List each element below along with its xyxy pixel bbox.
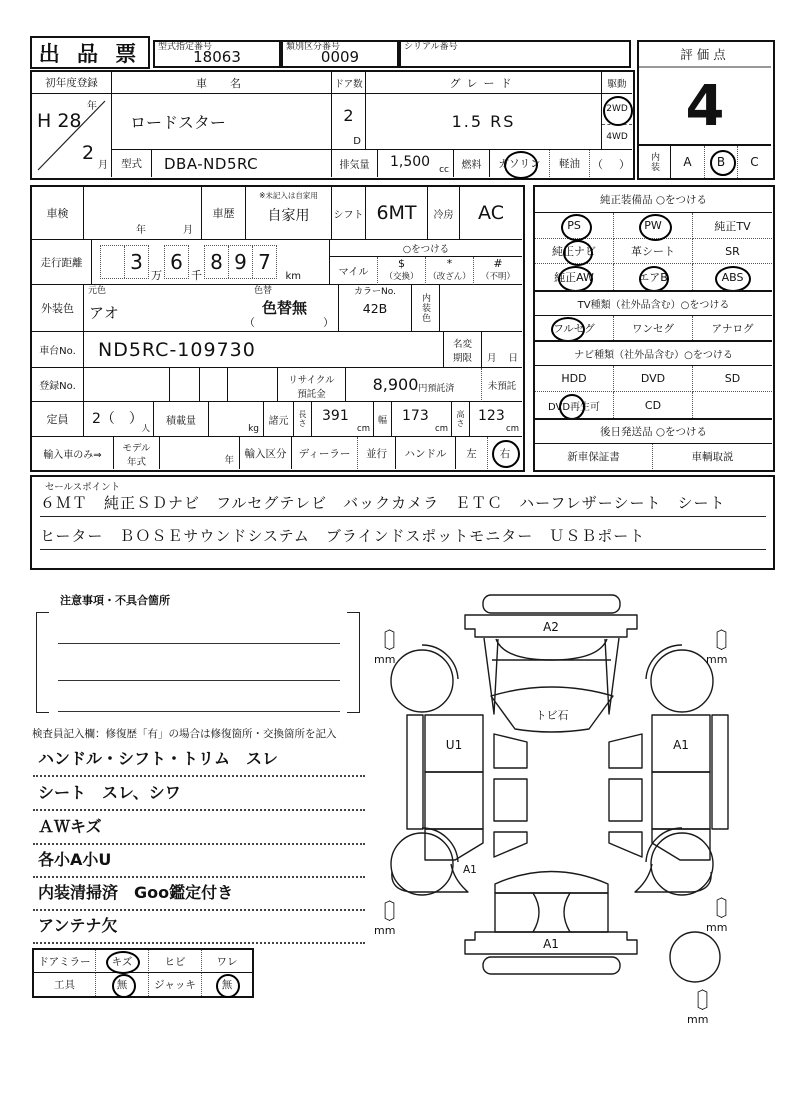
class-number-label: 類別区分番号 (286, 42, 341, 52)
color-change-value: 色替無 (262, 299, 308, 317)
color-change-paren-close: ） (323, 316, 334, 329)
rear-right-haunch (635, 864, 711, 892)
rear-panel-grade: A1 (543, 937, 559, 951)
odometer-digit: 9 (228, 246, 252, 278)
left-inner-upper (494, 734, 527, 768)
spec-width-label: 幅 (374, 402, 392, 437)
mm-unit: mm (706, 653, 728, 666)
equipment-navi-label: 純正ナビ (552, 245, 596, 258)
handle-label: ハンドル (396, 437, 456, 469)
fuel-diesel-cell: 軽油 (550, 150, 590, 177)
model-year-label-1: モデル (122, 443, 151, 454)
model-code-label: 型式 (112, 150, 152, 177)
jack-none-cell (202, 973, 252, 996)
shaken-date-cell (84, 187, 202, 240)
odometer-swap-symbol: $ (398, 257, 405, 270)
name-change-label-cell (444, 332, 482, 368)
door-mirror-label: ドアミラー (34, 950, 96, 973)
equipment-item-leather: 革シート (614, 239, 693, 264)
door-mirror-break: ワレ (202, 950, 252, 973)
history-value: 自家用 (267, 208, 310, 224)
reg-no-cell-4 (228, 368, 278, 402)
displacement-label: 排気量 (332, 150, 378, 177)
name-change-day: 日 (508, 353, 518, 364)
inspector-item-1: ハンドル・シフト・トリム スレ (33, 746, 365, 777)
model-year-unit: 年 (224, 455, 234, 466)
handle-left: 左 (456, 437, 488, 469)
shipping-header: 後日発送品 ○をつける (535, 418, 772, 444)
capacity-cell (84, 402, 154, 437)
left-door-panel (425, 772, 483, 829)
displacement-value: 1,500 (390, 154, 431, 170)
odometer-unknown-label: （不明） (480, 272, 515, 283)
interior-label: 内装 (649, 152, 659, 172)
model-year-label-2: 年式 (126, 457, 146, 468)
tv-type-analog: アナログ (711, 322, 754, 335)
int-color-value-cell (440, 285, 522, 332)
odometer-group-sen (164, 245, 189, 279)
right-a-pillar (605, 638, 619, 714)
equipment-airbag-label: エアB (638, 271, 668, 284)
chassis-value: ND5RC-109730 (98, 338, 256, 361)
ext-color-label: 外装色 (32, 285, 84, 332)
import-class-label: 輸入区分 (240, 437, 292, 469)
recycle-label-cell (278, 368, 346, 402)
right-door-panel (652, 772, 710, 829)
odometer-group-man (100, 245, 149, 279)
rating-label: 評価点 (680, 47, 730, 62)
odometer-tamper-label: （改ざん） (428, 272, 471, 283)
model-designation-value: 18063 (193, 48, 241, 66)
int-color-label-cell (412, 285, 440, 332)
navi-sd: SD (693, 366, 772, 392)
odometer-digit: 7 (252, 246, 276, 278)
spec-width-unit: cm (435, 424, 448, 434)
inspector-heading: 検査員記入欄：修復歴「有」の場合は修復箇所・交換箇所を記入 (32, 728, 337, 740)
trunk-lid (495, 893, 608, 932)
recycle-deposit-suffix: 円預託済 (418, 383, 455, 394)
interior-grade-b-label: B (716, 155, 726, 169)
spec-height-value: 123 (478, 408, 505, 424)
spec-width-cell (392, 402, 452, 437)
name-change-month: 月 (487, 353, 497, 364)
door-mirror-scratch-cell (96, 950, 149, 973)
tools-label: 工具 (34, 973, 96, 996)
mm-unit: mm (374, 924, 396, 937)
navi-dvd-playable (535, 392, 614, 418)
navi-dvd-playable-label: DVD再生可 (547, 401, 601, 413)
odometer-tamper-cell (426, 257, 474, 285)
name-change-date-cell (482, 332, 522, 368)
history-note: ※未記入は自家用 (259, 191, 318, 200)
odometer-sen-suffix: 千 (191, 269, 202, 282)
notes-line-3 (58, 684, 340, 712)
shaken-year-suffix: 年 (136, 225, 146, 236)
odometer-swap-cell (378, 257, 426, 285)
notes-line-2 (58, 648, 340, 681)
left-inner-lower (494, 832, 527, 857)
spec-length-cell (312, 402, 374, 437)
right-inner-lower (609, 832, 642, 857)
odometer-unknown-symbol: # (493, 257, 503, 270)
first-reg-cell (32, 94, 112, 177)
interior-grade-b (704, 146, 738, 178)
first-reg-era: H 28 (37, 110, 82, 132)
bracket-glyph: 〔 (701, 897, 724, 922)
interior-grade-row (639, 144, 771, 176)
spec-length-unit: cm (357, 424, 370, 434)
color-change-label: 色替 (254, 286, 273, 296)
int-color-label: 内装色 (420, 293, 430, 323)
car-name-header: 車 名 (112, 72, 332, 94)
shaken-month-suffix: 月 (183, 225, 193, 236)
drive-4wd-cell: 4WD (602, 125, 632, 150)
spec-height-label-cell (452, 402, 470, 437)
notes-line-1 (58, 612, 340, 644)
color-no-label: カラーNo. (354, 287, 396, 297)
name-change-label-1: 名変 (452, 339, 472, 350)
right-sill (712, 715, 728, 829)
rear-left-wheel (391, 833, 453, 895)
model-designation-box (153, 40, 281, 68)
doors-value: 2 (343, 106, 354, 125)
serial-number-box (399, 40, 631, 68)
windshield-note: トビ石 (535, 709, 569, 722)
door-mirror-crack: ヒビ (149, 950, 202, 973)
odometer-unknown-cell (474, 257, 522, 285)
inspector-item-6: アンテナ欠 (33, 913, 365, 944)
door-mirror-scratch-label: キズ (111, 955, 133, 968)
odometer-group-ones (204, 245, 277, 279)
odometer-swap-label: （交換） (384, 272, 419, 283)
fuel-other-open: （ (592, 158, 603, 171)
spec-length-label-cell (294, 402, 312, 437)
bracket-glyph: 〔 (369, 900, 392, 925)
rear-left-haunch (392, 864, 468, 892)
interior-grade-a: A (683, 155, 692, 169)
load-cell (209, 402, 264, 437)
model-year-label-cell (114, 437, 160, 469)
name-change-label-2: 期限 (452, 353, 472, 364)
shaken-label: 車検 (32, 187, 84, 240)
right-fender-grade: A1 (673, 738, 689, 752)
model-designation-label: 型式指定番号 (158, 42, 213, 52)
mm-unit: mm (706, 921, 728, 934)
spec-height-cell (470, 402, 522, 437)
front-bumper (483, 595, 620, 613)
bracket-glyph: 〕 (388, 629, 411, 654)
rear-right-wheel (651, 833, 713, 895)
odometer-tamper-symbol: * (446, 257, 453, 270)
rating-panel (637, 40, 775, 180)
spec-height-label: 高さ (456, 410, 465, 428)
trunk-detail-left (533, 893, 539, 932)
odometer-digit: 6 (170, 250, 183, 274)
equipment-panel (533, 185, 775, 472)
tools-table (32, 948, 254, 998)
rear-wheel-grade: A1 (463, 864, 477, 876)
sales-points-box (30, 475, 775, 570)
front-left-wheel (391, 650, 453, 712)
right-inner-upper (609, 734, 642, 768)
color-no-value: 42B (362, 300, 388, 316)
tv-type-oneseg: ワンセグ (614, 316, 693, 340)
trunk-detail-right (564, 893, 570, 932)
sales-points-line1: ６ＭＴ 純正ＳＤナビ フルセグテレビ バックカメラ ＥＴＣ ハーフレザーシート シート (40, 492, 766, 517)
odometer-mile-cell: マイル (330, 257, 378, 285)
inspector-item-3: ＡＷキズ (33, 814, 365, 845)
capacity-value: 2（ ） (92, 411, 143, 427)
drive-header: 駆動 (602, 72, 632, 94)
fuel-other-cell (590, 150, 632, 177)
shift-label: シフト (332, 187, 366, 240)
sheet-title: 出 品 票 (38, 41, 142, 66)
jack-label: ジャッキ (149, 973, 202, 996)
sales-points-label: セールスポイント (45, 482, 121, 493)
front-panel-grade: A2 (543, 620, 559, 634)
sales-points-line2: ヒーター ＢＯＳＥサウンドシステム ブラインドスポットモニター ＵＳＢポート (40, 525, 766, 550)
tools-none-cell (96, 973, 149, 996)
spec-length-value: 391 (322, 408, 349, 424)
navi-dvd: DVD (614, 366, 693, 392)
tools-none-label: 無 (116, 979, 128, 991)
equipment-pw-label: PW (644, 219, 662, 232)
model-code-cell (152, 150, 332, 177)
recycle-deposit-value: 8,900 (372, 375, 419, 394)
bracket-glyph: 〕 (388, 900, 411, 925)
car-outline (391, 595, 728, 982)
notes-label: 注意事項・不具合箇所 (60, 594, 170, 607)
chassis-label: 車台No. (32, 332, 84, 368)
first-reg-year-suffix: 年 (87, 101, 97, 112)
rear-bumper (483, 957, 620, 974)
shipping-manual: 車輌取説 (691, 451, 734, 463)
spec-length-label: 長さ (298, 410, 307, 428)
navi-type-header: ナビ種類（社外品含む）○をつける (535, 340, 772, 366)
equipment-item-sr: SR (693, 239, 772, 264)
model-year-cell (160, 437, 240, 469)
left-inner-mid (494, 779, 527, 821)
hood-curve (496, 639, 607, 660)
fuel-label: 燃料 (454, 150, 490, 177)
bracket-glyph: 〔 (701, 629, 724, 654)
car-name-cell (112, 94, 332, 150)
vehicle-detail-table (30, 185, 525, 472)
spec-width-value: 173 (402, 408, 429, 424)
fuel-gasoline-label: ガソリン (498, 158, 541, 170)
spec-label: 諸元 (264, 402, 294, 437)
odometer-digit: 8 (210, 250, 223, 274)
left-fender-grade: U1 (445, 738, 463, 752)
navi-cd: CD (614, 392, 693, 418)
tv-type-fullseg (535, 316, 614, 340)
mm-unit: mm (374, 653, 396, 666)
rating-score-cell (639, 68, 771, 144)
equipment-abs-label: ABS (721, 270, 744, 284)
equipment-item-tv: 純正TV (693, 213, 772, 239)
serial-number-label: シリアル番号 (404, 42, 458, 52)
rating-score: 4 (685, 73, 725, 139)
shift-value: 6MT (366, 187, 428, 240)
ac-label: 冷房 (428, 187, 460, 240)
navi-blank (693, 392, 772, 418)
equipment-item-navi (535, 239, 614, 264)
inspector-item-5: 内装清掃済 Goo鑑定付き (33, 880, 365, 911)
spare-tire (670, 932, 720, 982)
import-parallel: 並行 (358, 437, 396, 469)
navi-hdd: HDD (535, 366, 614, 392)
orig-color-value: アオ (89, 304, 119, 322)
odometer-cell (92, 240, 330, 285)
equipment-item-abs (693, 264, 772, 290)
equipment-item-aw (535, 264, 614, 290)
color-no-cell (339, 285, 412, 332)
bracket-glyph: 〔 (369, 629, 392, 654)
equipment-header: 純正装備品 ○をつける (535, 187, 772, 213)
fuel-other-close: ） (619, 158, 630, 171)
shipping-warranty: 新車保証書 (535, 444, 653, 469)
inspector-item-2: シート スレ、シワ (33, 780, 365, 811)
right-inner-mid (609, 779, 642, 821)
car-name: ロードスター (130, 113, 226, 132)
jack-none-label: 無 (221, 979, 233, 991)
recycle-deposit-cell (346, 368, 482, 402)
odometer-unit: km (285, 271, 301, 282)
first-reg-month: 2 (82, 142, 95, 164)
displacement-unit: cc (439, 165, 449, 175)
grade-header: グレード (366, 72, 602, 94)
drive-2wd-cell (602, 94, 632, 125)
capacity-label: 定員 (32, 402, 84, 437)
orig-color-label: 元色 (88, 286, 107, 296)
history-cell (246, 187, 332, 240)
notes-bracket-left (36, 612, 49, 713)
interior-label-cell (639, 146, 671, 178)
front-right-wheel (651, 650, 713, 712)
model-code-value: DBA-ND5RC (164, 154, 259, 173)
doors-unit: D (353, 136, 361, 147)
reg-no-cell-1 (84, 368, 170, 402)
doors-cell (332, 94, 366, 150)
capacity-unit: 人 (141, 424, 150, 434)
reg-no-label: 登録No. (32, 368, 84, 402)
bracket-glyph: 〕 (701, 989, 724, 1014)
recycle-label-1: リサイクル (288, 375, 335, 386)
mm-unit: mm (687, 1013, 709, 1026)
equipment-aw-label: 純正AW (554, 271, 594, 284)
handle-right-cell (488, 437, 522, 469)
odometer-digit (101, 246, 124, 278)
drive-2wd-label: 2WD (606, 104, 628, 114)
bracket-glyph: 〕 (720, 629, 743, 654)
doors-header: ドア数 (332, 72, 366, 94)
odometer-check-header: ○をつける (330, 240, 522, 257)
handle-right-label: 右 (499, 447, 511, 460)
interior-grade-c: C (750, 155, 759, 169)
equipment-ps-label: PS (567, 219, 581, 232)
recycle-label-2: 預託金 (297, 389, 326, 400)
sheet-title-box (30, 36, 150, 69)
chassis-cell (84, 332, 444, 368)
fuel-gasoline-cell (490, 150, 550, 177)
equipment-item-pw (614, 213, 693, 239)
left-quarter-panel (425, 829, 483, 860)
ext-color-cell (84, 285, 339, 332)
bracket-glyph: 〕 (720, 897, 743, 922)
spec-height-unit: cm (506, 424, 519, 434)
grade-cell: 1.5 RS (366, 94, 602, 150)
displacement-cell (378, 150, 454, 177)
odometer-man-suffix: 万 (151, 269, 162, 282)
rear-window (495, 872, 608, 894)
history-label: 車歴 (202, 187, 246, 240)
equipment-item-airbag (614, 264, 693, 290)
reg-no-cell-3 (200, 368, 228, 402)
import-only-label: 輸入車のみ⇒ (32, 437, 114, 469)
first-reg-month-suffix: 月 (98, 160, 108, 171)
inspector-item-4: 各小A小U (33, 847, 365, 878)
tv-type-header: TV種類（社外品含む）○をつける (535, 290, 772, 316)
first-reg-header: 初年度登録 (32, 72, 112, 94)
load-unit: kg (248, 424, 259, 434)
ac-value: AC (460, 187, 522, 240)
mileage-label: 走行距離 (32, 240, 92, 285)
tv-fullseg-label: フルセグ (553, 322, 595, 335)
car-damage-diagram (355, 582, 780, 1077)
reg-no-cell-2 (170, 368, 200, 402)
rating-header (639, 42, 771, 68)
odometer-digit: 3 (124, 246, 148, 278)
bracket-glyph: 〔 (682, 989, 705, 1014)
vehicle-top-table (30, 70, 635, 180)
load-label: 積載量 (154, 402, 209, 437)
class-number-box (281, 40, 399, 68)
recycle-not-deposited: 未預託 (482, 368, 522, 402)
equipment-item-ps (535, 213, 614, 239)
import-dealer: ディーラー (292, 437, 358, 469)
class-number-value: 0009 (320, 48, 360, 66)
color-change-paren-open: （ (244, 316, 255, 329)
left-sill (407, 715, 423, 829)
